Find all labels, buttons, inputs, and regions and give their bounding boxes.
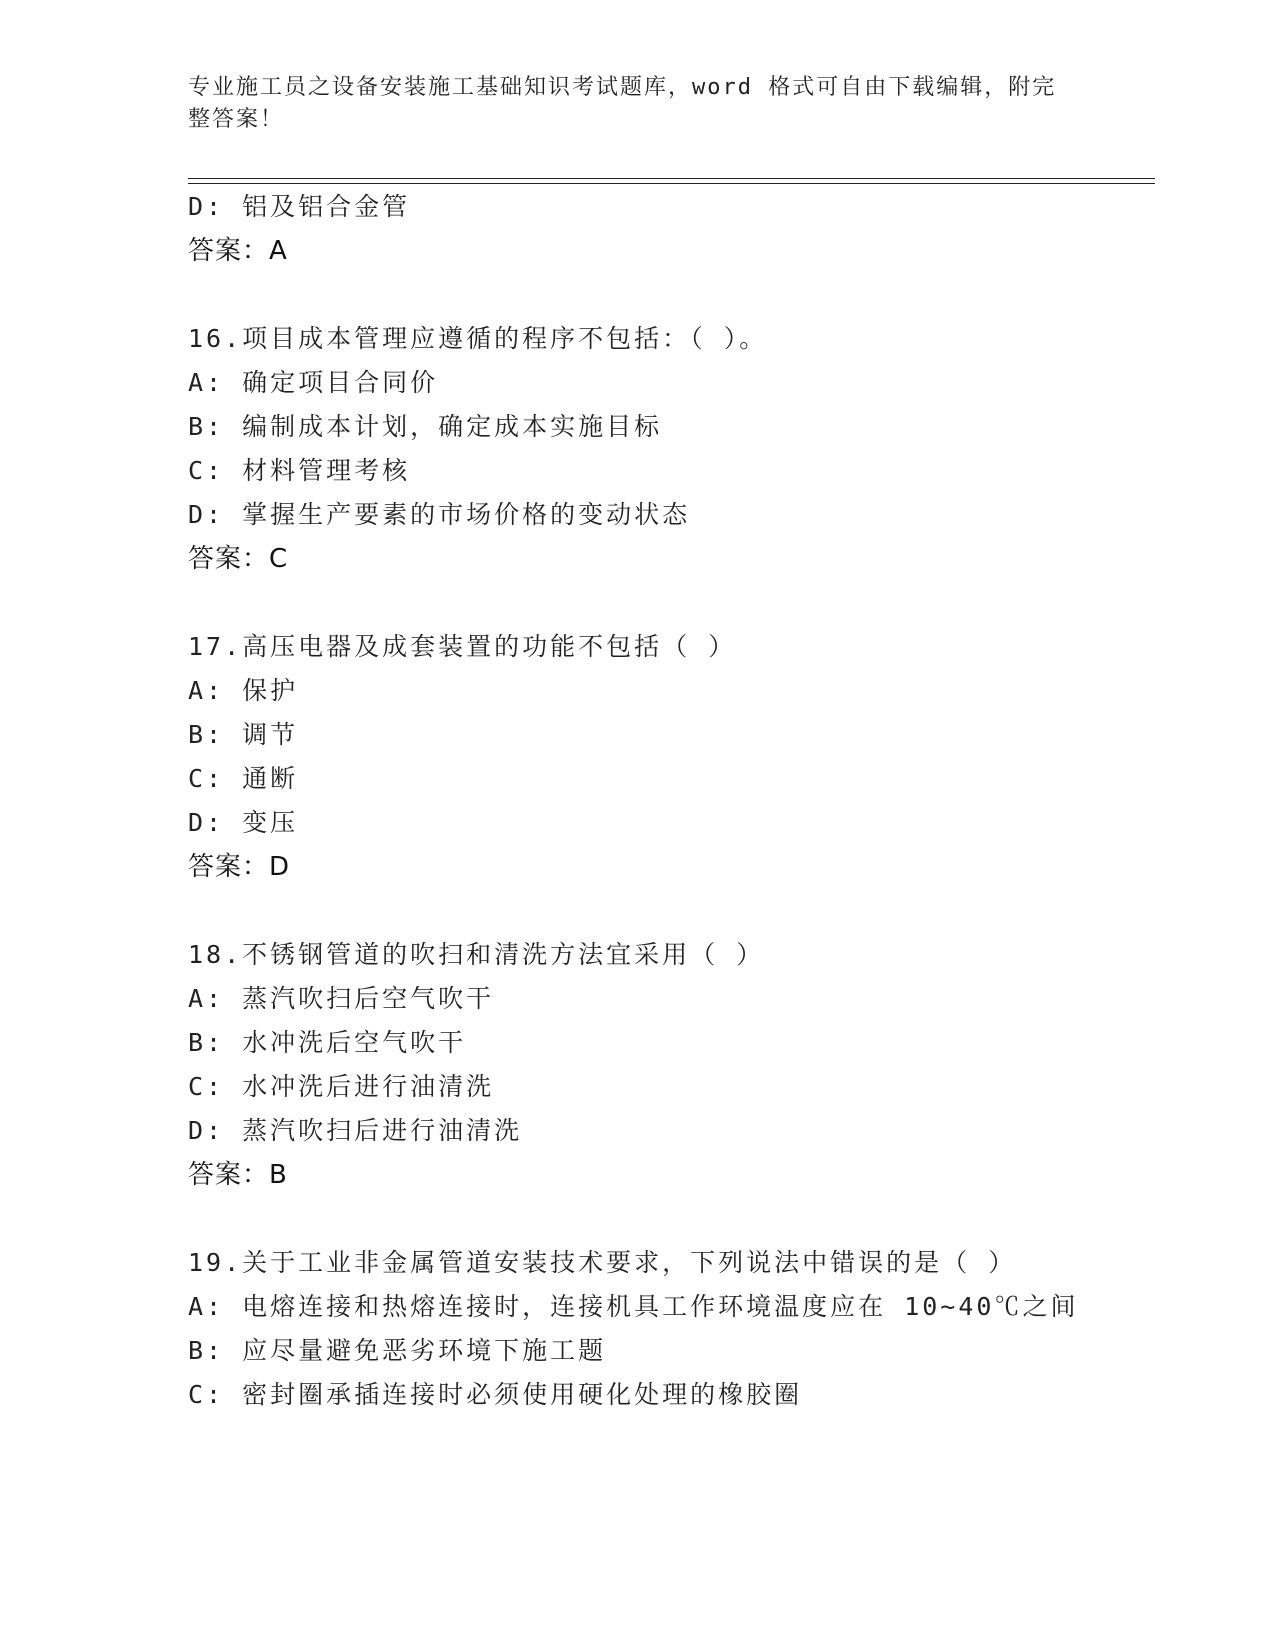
header-divider-bottom (188, 183, 1155, 184)
header-divider-top (188, 178, 1155, 179)
option-c: C: 水冲洗后进行油清洗 (188, 1072, 495, 1101)
option-a: A: 确定项目合同价 (188, 368, 439, 397)
option-a: A: 蒸汽吹扫后空气吹干 (188, 984, 495, 1013)
option-c: C: 材料管理考核 (188, 456, 411, 485)
option-c: C: 密封圈承插连接时必须使用硬化处理的橡胶圈 (188, 1380, 803, 1409)
option-d: D: 掌握生产要素的市场价格的变动状态 (188, 500, 691, 529)
option-a: A: 保护 (188, 676, 299, 705)
option-d: D: 铝及铝合金管 (188, 192, 411, 221)
document-header: 专业施工员之设备安装施工基础知识考试题库，word 格式可自由下载编辑，附完整答案！ (188, 75, 1057, 132)
answer: 答案：D (188, 852, 291, 882)
question-19: 19.关于工业非金属管道安装技术要求，下列说法中错误的是（ ） (188, 1248, 1017, 1277)
option-c: C: 通断 (188, 764, 299, 793)
answer: 答案：A (188, 236, 288, 266)
option-b: B: 水冲洗后空气吹干 (188, 1028, 467, 1057)
option-a: A: 电熔连接和热熔连接时，连接机具工作环境温度应在 10~40℃之间 (188, 1292, 1079, 1321)
option-b: B: 应尽量避免恶劣环境下施工题 (188, 1336, 607, 1365)
answer: 答案：B (188, 1160, 288, 1190)
option-d: D: 变压 (188, 808, 299, 837)
question-18: 18.不锈钢管道的吹扫和清洗方法宜采用（ ） (188, 940, 765, 969)
question-17: 17.高压电器及成套装置的功能不包括（ ） (188, 632, 737, 661)
option-b: B: 调节 (188, 720, 299, 749)
answer: 答案：C (188, 544, 289, 574)
option-b: B: 编制成本计划，确定成本实施目标 (188, 412, 663, 441)
question-16: 16.项目成本管理应遵循的程序不包括：（ ）。 (188, 324, 768, 353)
option-d: D: 蒸汽吹扫后进行油清洗 (188, 1116, 523, 1145)
